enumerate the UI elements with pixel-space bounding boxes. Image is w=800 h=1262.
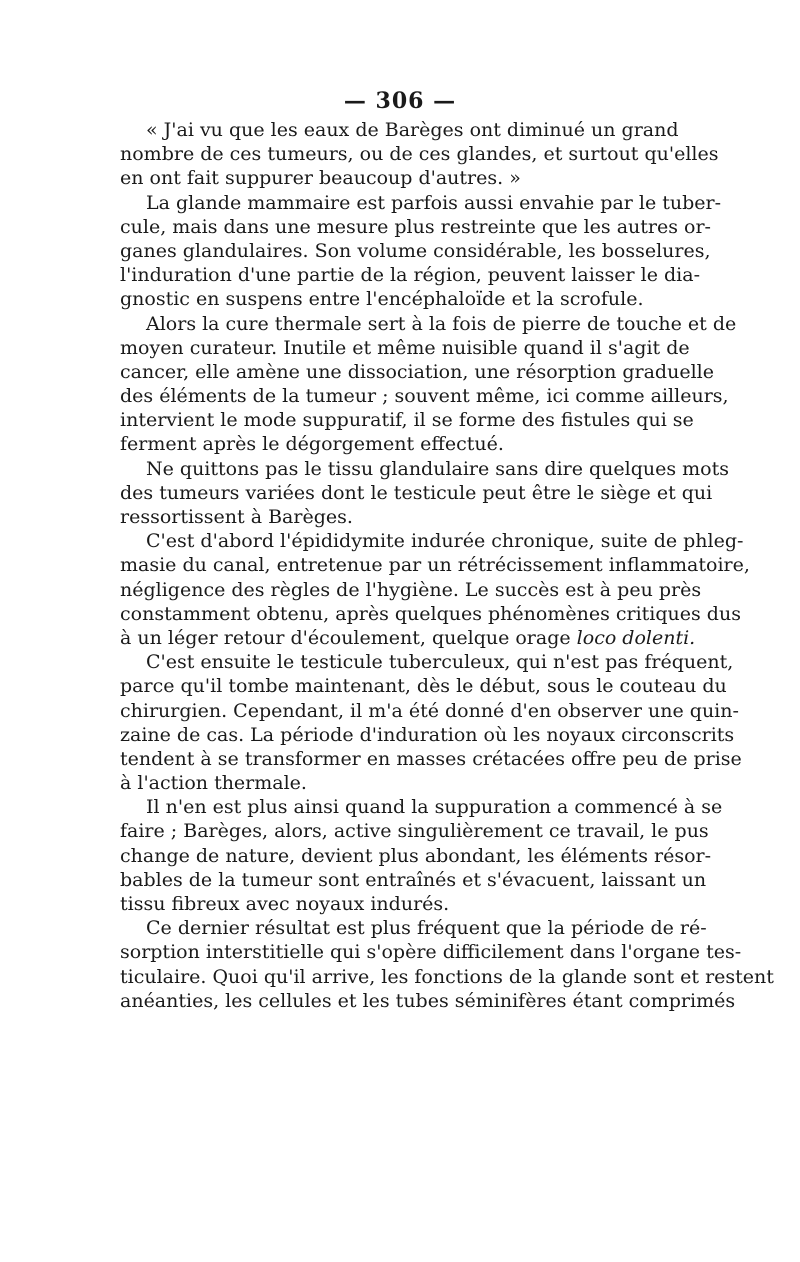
text-line-prefix: à un léger retour d'écoulement, quelque orage [120, 626, 577, 649]
text-line: nombre de ces tumeurs, ou de ces glandes, et surtout qu'elles [120, 143, 719, 166]
text-line: zaine de cas. La période d'induration où les noyaux circonscrits [120, 723, 735, 746]
italic-phrase: loco dolenti. [576, 626, 696, 649]
text-line: sorption interstitielle qui s'opère difficilement dans l'organe tes- [120, 941, 742, 964]
text-line: chirurgien. Cependant, il m'a été donné d'en observer une quin- [120, 699, 739, 722]
text-line: La glande mammaire est parfois aussi envahie par le tuber- [146, 191, 722, 214]
text-line: gnostic en suspens entre l'encéphaloïde et la scrofule. [120, 288, 644, 311]
text-line: Ne quittons pas le tissu glandulaire sans dire quelques mots [146, 457, 730, 480]
text-line: tendent à se transformer en masses crétacées offre peu de prise [120, 747, 742, 770]
text-line: Ce dernier résultat est plus fréquent que la période de ré- [146, 917, 707, 940]
text-line: Il n'en est plus ainsi quand la suppuration a commencé à se [146, 796, 723, 819]
page-number: — 306 — [343, 88, 457, 114]
text-line: des éléments de la tumeur ; souvent même, ici comme ailleurs, [120, 385, 729, 408]
text-line: moyen curateur. Inutile et même nuisible quand il s'agit de [120, 336, 690, 359]
text-line: à l'action thermale. [120, 772, 307, 795]
text-line: « J'ai vu que les eaux de Barèges ont diminué un grand [146, 119, 679, 141]
text-line: cancer, elle amène une dissociation, une résorption graduelle [120, 360, 714, 383]
text-line: change de nature, devient plus abondant, les éléments résor- [120, 844, 712, 867]
text-line: cule, mais dans une mesure plus restreinte que les autres or- [120, 215, 711, 238]
text-line: ressortissent à Barèges. [120, 506, 353, 528]
text-line: ganes glandulaires. Son volume considérable, les bosselures, [120, 239, 711, 262]
text-line: parce qu'il tombe maintenant, dès le début, sous le couteau du [120, 675, 727, 698]
text-line: tissu fibreux avec noyaux indurés. [120, 893, 450, 915]
text-line: intervient le mode suppuratif, il se forme des fistules qui se [120, 409, 694, 432]
text-line: masie du canal, entretenue par un rétrécissement inflammatoire, [120, 554, 750, 577]
text-line: négligence des règles de l'hygiène. Le succès est à peu près [120, 578, 702, 601]
text-line: faire ; Barèges, alors, active singulièrement ce travail, le pus [120, 820, 709, 843]
text-line: C'est d'abord l'épididymite indurée chronique, suite de phleg- [146, 530, 744, 553]
text-line: ferment après le dégorgement effectué. [120, 433, 504, 456]
text-line: l'induration d'une partie de la région, peuvent laisser le dia- [120, 264, 701, 287]
text-line: des tumeurs variées dont le testicule peut être le siège et qui [120, 481, 713, 504]
text-line: en ont fait suppurer beaucoup d'autres. » [120, 167, 521, 190]
text-line: constamment obtenu, après quelques phénomènes critiques dus [120, 602, 741, 625]
text-line: C'est ensuite le testicule tuberculeux, qui n'est pas fréquent, [146, 651, 734, 674]
body-text [120, 118, 774, 1013]
text-line [120, 626, 696, 650]
text-line: ticulaire. Quoi qu'il arrive, les fonctions de la glande sont et restent [120, 965, 774, 988]
text-line: anéanties, les cellules et les tubes séminifères étant comprimés [120, 989, 736, 1012]
text-line: Alors la cure thermale sert à la fois de pierre de touche et de [146, 312, 737, 335]
text-line: bables de la tumeur sont entraînés et s'évacuent, laissant un [120, 868, 707, 891]
